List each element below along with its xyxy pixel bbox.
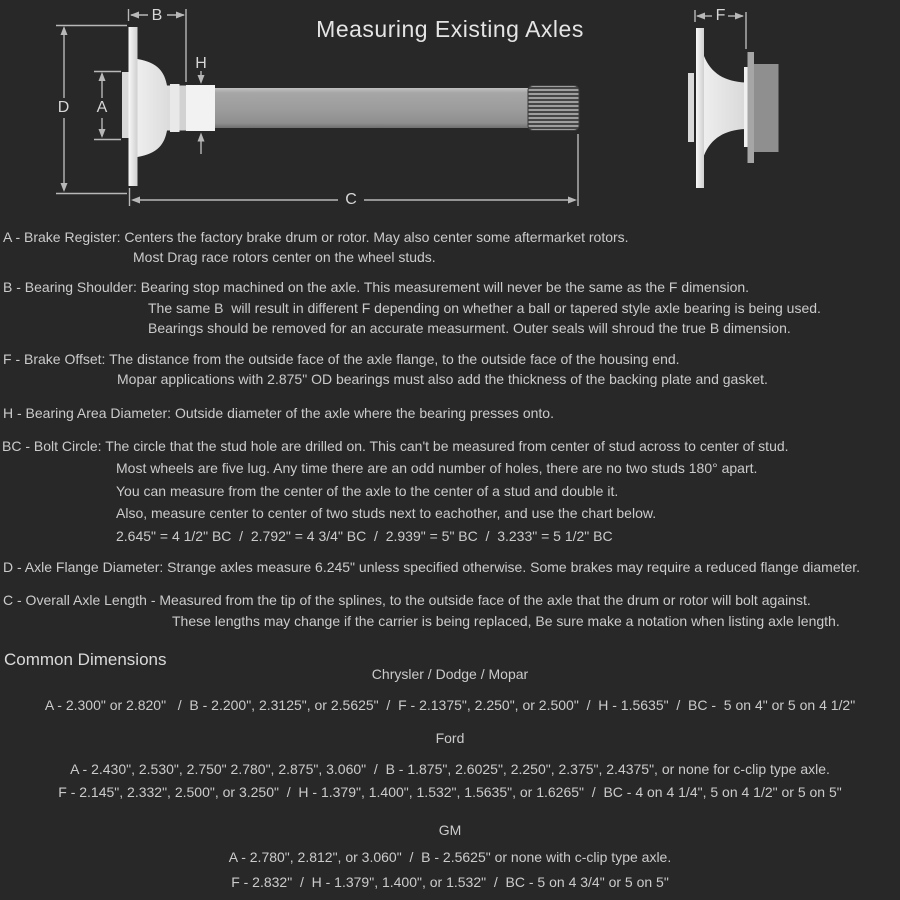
def-b-line2: The same B will result in different F depending on whether a ball or tapered style axle bearing is being used. <box>148 300 821 316</box>
ford-title: Ford <box>435 730 465 746</box>
hub-face-bar <box>744 67 748 147</box>
common-dimensions-heading: Common Dimensions <box>4 650 167 669</box>
def-bc-line1: BC - Bolt Circle: The circle that the stud hole are drilled on. This can't be measured from center of stud across to center of stud. <box>2 438 789 454</box>
brake-register <box>122 72 129 138</box>
bearing-shoulder-ring-2 <box>180 86 187 131</box>
def-bc-line4: Also, measure center to center of two studs next to eachother, and use the chart below. <box>116 505 657 521</box>
dim-label-h: H <box>195 55 207 72</box>
gm-title: GM <box>438 822 462 838</box>
axle-side-view <box>122 27 579 186</box>
ford-values-2: F - 2.145", 2.332", 2.500", or 3.250" / H - 1.379", 1.400", 1.532", 1.5635", or 1.6265" / BC - 4 on 4 1/4", 5 on 4 1/2" or 5 on 5" <box>58 784 842 800</box>
page-title: Measuring Existing Axles <box>316 16 584 42</box>
gm-values-2: F - 2.832" / H - 1.379", 1.400", or 1.532" / BC - 5 on 4 3/4" or 5 on 5" <box>231 874 669 890</box>
def-bc-chart: 2.645" = 4 1/2" BC / 2.792" = 4 3/4" BC / 2.939" = 5" BC / 3.233" = 5 1/2" BC <box>116 528 613 544</box>
dim-label-c: C <box>345 191 357 208</box>
axle-shaft <box>215 88 528 128</box>
def-c-line2: These lengths may change if the carrier is being replaced, Be sure make a notation when listing axle length. <box>172 613 840 629</box>
axle-spline <box>528 86 579 131</box>
axle-hub-bell <box>138 59 175 157</box>
housing-end-plate <box>748 52 755 163</box>
def-a-line1: A - Brake Register: Centers the factory brake drum or rotor. May also center some aftermarket rotors. <box>3 229 629 245</box>
mopar-title: Chrysler / Dodge / Mopar <box>371 666 529 682</box>
def-bc-line2: Most wheels are five lug. Any time there are an odd number of holes, there are no two studs 180° apart. <box>116 460 758 476</box>
def-f-line2: Mopar applications with 2.875" OD bearings must also add the thickness of the backing plate and gasket. <box>117 371 768 387</box>
axle-flange-end-view <box>688 28 779 188</box>
bearing-block <box>754 64 779 152</box>
axle-flange <box>129 27 138 186</box>
gm-values-1: A - 2.780", 2.812", or 3.060" / B - 2.5625" or none with c-clip type axle. <box>228 849 672 865</box>
dim-label-b: B <box>151 7 163 24</box>
bearing-shoulder-ring <box>170 84 180 132</box>
axle-flange-side <box>696 28 704 188</box>
mopar-values: A - 2.300" or 2.820" / B - 2.200", 2.3125", or 2.5625" / F - 2.1375", 2.250", or 2.500" / H - 1.5635" / BC - 5 on 4" or 5 on 4 1/2" <box>44 697 856 713</box>
brake-register-side <box>688 73 694 142</box>
def-f-line1: F - Brake Offset: The distance from the outside face of the axle flange, to the outside face of the housing end. <box>3 351 680 367</box>
dim-label-f: F <box>715 7 726 24</box>
axle-hub-bell-side <box>704 56 745 156</box>
def-bc-line3: You can measure from the center of the axle to the center of a stud and double it. <box>116 483 619 499</box>
dim-label-d: D <box>54 98 73 118</box>
ford-values-1: A - 2.430", 2.530", 2.750" 2.780", 2.875", 3.060" / B - 1.875", 2.6025", 2.250", 2.375", 2.4375", or none for c-clip type axle. <box>70 761 830 777</box>
def-b-line3: Bearings should be removed for an accurate measurment. Outer seals will shroud the true B dimension. <box>148 320 791 336</box>
bearing-area <box>186 85 215 131</box>
def-b-line1: B - Bearing Shoulder: Bearing stop machined on the axle. This measurement will never be the same as the F dimension. <box>3 279 750 295</box>
dim-label-a: A <box>93 98 111 118</box>
def-d-line1: D - Axle Flange Diameter: Strange axles measure 6.245" unless specified otherwise. Some brakes may require a reduced flange diameter. <box>3 559 861 575</box>
def-c-line1: C - Overall Axle Length - Measured from the tip of the splines, to the outside face of the axle that the drum or rotor will bolt against. <box>3 592 811 608</box>
def-a-line2: Most Drag race rotors center on the wheel studs. <box>133 249 436 265</box>
def-h-line1: H - Bearing Area Diameter: Outside diameter of the axle where the bearing presses onto. <box>3 405 554 421</box>
